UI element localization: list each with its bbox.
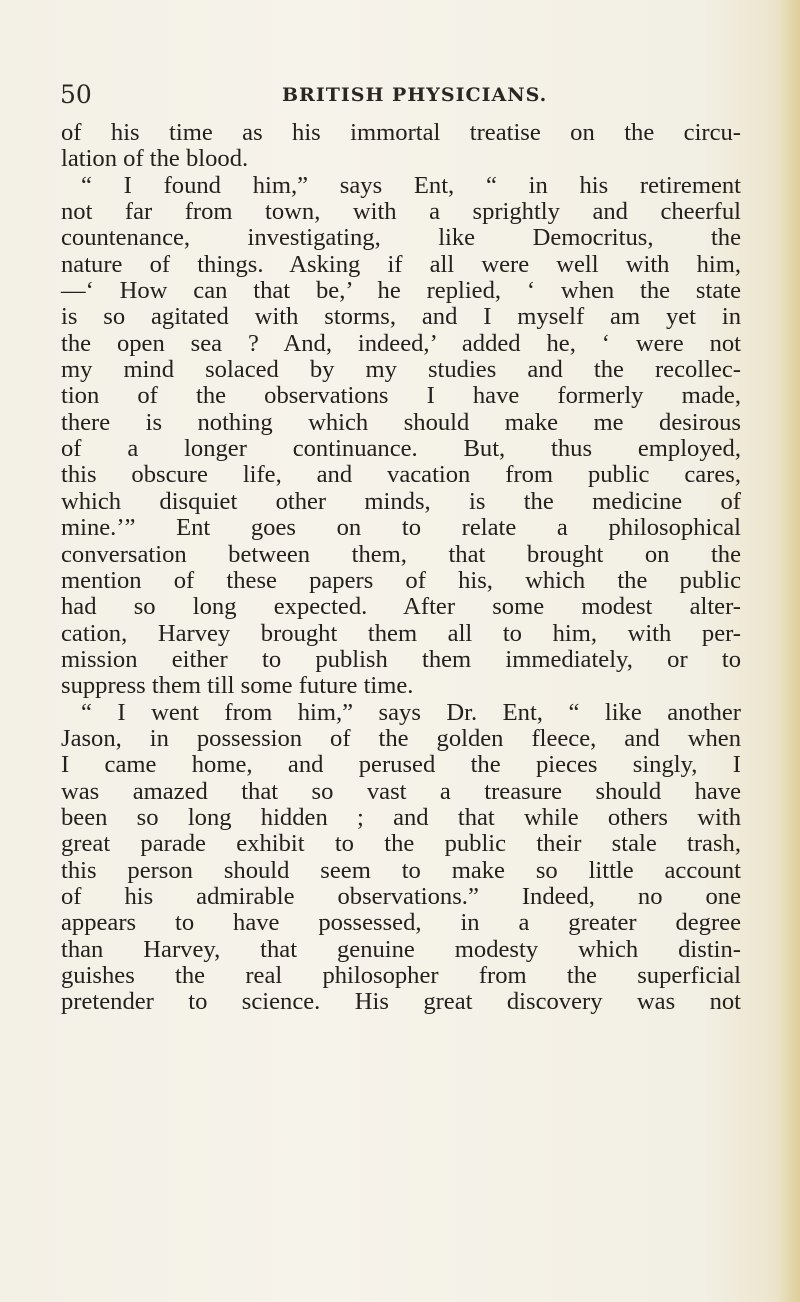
- text-line: mission either to publish them immediately, or to: [61, 645, 741, 673]
- text-line: cation, Harvey brought them all to him, with per-: [61, 619, 741, 647]
- body-text: [61, 120, 741, 1016]
- text-line: was amazed that so vast a treasure should have: [61, 777, 741, 805]
- text-line: tion of the observations I have formerly made,: [61, 382, 741, 410]
- text-line: “ I went from him,” says Dr. Ent, “ like another: [81, 698, 741, 726]
- text-line: been so long hidden ; and that while others with: [61, 803, 741, 831]
- text-line: than Harvey, that genuine modesty which distin-: [61, 935, 741, 963]
- text-line: which disquiet other minds, is the medicine of: [61, 487, 741, 515]
- text-line: conversation between them, that brought on the: [61, 540, 741, 568]
- text-line: “ I found him,” says Ent, “ in his retirement: [81, 171, 741, 199]
- text-line: of his time as his immortal treatise on the circu-: [61, 119, 741, 146]
- text-line: of a longer continuance. But, thus employed,: [61, 435, 741, 463]
- text-line: pretender to science. His great discovery was not: [61, 988, 741, 1016]
- text-line: this obscure life, and vacation from public cares,: [61, 461, 741, 489]
- text-line: there is nothing which should make me desirous: [61, 408, 741, 436]
- text-line: not far from town, with a sprightly and cheerful: [61, 198, 741, 226]
- text-line: is so agitated with storms, and I myself am yet in: [61, 303, 741, 331]
- text-line: this person should seem to make so little account: [61, 856, 741, 884]
- text-line: of his admirable observations.” Indeed, no one: [61, 882, 741, 910]
- running-head: BRITISH PHYSICIANS.: [282, 84, 548, 106]
- text-line: great parade exhibit to the public their stale trash,: [61, 830, 741, 858]
- text-line: suppress them till some future time.: [61, 672, 414, 700]
- text-line: nature of things. Asking if all were well with him,: [61, 250, 741, 278]
- text-line: appears to have possessed, in a greater degree: [61, 909, 741, 937]
- text-line: mention of these papers of his, which the public: [61, 566, 741, 594]
- text-line: Jason, in possession of the golden fleece, and when: [61, 724, 741, 752]
- page-number: 50: [60, 80, 92, 109]
- text-line: —‘ How can that be,’ he replied, ‘ when the state: [61, 277, 741, 305]
- page-edge-shadow: [778, 0, 800, 1302]
- text-line: guishes the real philosopher from the superficial: [61, 962, 741, 989]
- page-header: [60, 80, 740, 110]
- text-line: the open sea ? And, indeed,’ added he, ‘ were not: [61, 329, 741, 357]
- text-line: my mind solaced by my studies and the recollec-: [61, 356, 741, 384]
- text-line: had so long expected. After some modest alter-: [61, 593, 741, 621]
- text-line: mine.’” Ent goes on to relate a philosophical: [61, 514, 741, 542]
- text-line: I came home, and perused the pieces singly, I: [61, 751, 741, 779]
- text-line: lation of the blood.: [61, 145, 249, 173]
- text-line: countenance, investigating, like Democritus, the: [61, 224, 741, 252]
